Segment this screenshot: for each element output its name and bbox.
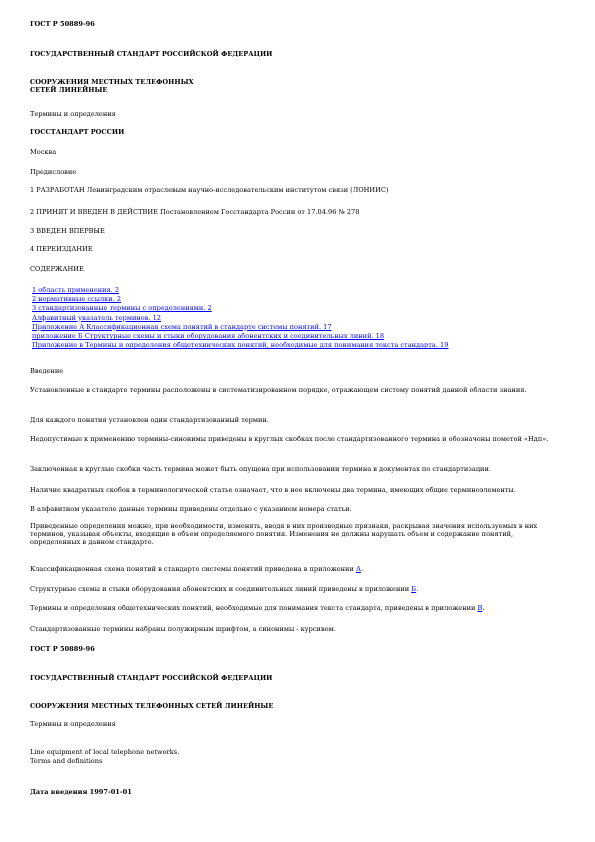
body-doc-code: ГОСТ Р 50889-96 — [30, 645, 95, 653]
preface-item-1: 1 РАЗРАБОТАН Ленинградским отраслевым научно-исследовательским институтом связи (ЛОНИИС) — [30, 186, 389, 194]
period: . — [482, 604, 485, 612]
toc-link-appendix-a[interactable]: Приложение А Классификационная схема понятий в стандарте системы понятий. 17 — [32, 322, 332, 331]
appendix-c-link[interactable]: В — [477, 604, 483, 612]
toc-link-terms[interactable]: 3 стандартизованные термины с определениями. 2 — [32, 304, 212, 313]
intro-paragraph-9 — [30, 585, 418, 593]
publisher: ГОССТАНДАРТ РОССИИ — [30, 128, 125, 136]
doc-subtitle: Термины и определения — [30, 110, 116, 118]
table-of-contents — [32, 286, 448, 350]
intro-paragraph-8 — [30, 565, 363, 573]
preface-item-2: 2 ПРИНЯТ И ВВЕДЕН В ДЕЙСТВИЕ Постановлением Госстандарта России от 17.04.96 № 278 — [30, 208, 360, 216]
appendix-b-link[interactable]: Б — [411, 585, 417, 593]
toc-link-normative-references[interactable]: 2 нормативные ссылки. 2 — [32, 295, 122, 304]
intro-paragraph-10 — [30, 604, 484, 612]
intro-paragraph-10-text: Термины и определения общетехнических понятий, необходимые для понимания текста стандарта, приведены в приложении — [30, 604, 478, 612]
english-title-line2: Terms and definitions — [30, 757, 103, 765]
intro-paragraph-11: Стандартизованные термины набраны полужирным шрифтом, а синонимы - курсивом. — [30, 625, 336, 633]
preface-heading: Предисловие — [30, 168, 77, 176]
standard-title: ГОСУДАРСТВЕННЫЙ СТАНДАРТ РОССИЙСКОЙ ФЕДЕРАЦИИ — [30, 50, 273, 58]
contents-heading: СОДЕРЖАНИЕ — [30, 265, 84, 273]
introduction-heading: Введение — [30, 367, 64, 375]
doc-title-line1: СООРУЖЕНИЯ МЕСТНЫХ ТЕЛЕФОННЫХ — [30, 78, 194, 86]
toc-link-alphabetical-index[interactable]: Алфавитный указатель терминов. 12 — [32, 313, 161, 322]
preface-item-4: 4 ПЕРЕИЗДАНИЕ — [30, 245, 93, 253]
body-doc-title: СООРУЖЕНИЯ МЕСТНЫХ ТЕЛЕФОННЫХ СЕТЕЙ ЛИНЕЙНЫЕ — [30, 702, 274, 710]
intro-paragraph-2: Для каждого понятия установлен один стандартизованный термин. — [30, 416, 269, 424]
city: Москва — [30, 148, 57, 156]
toc-link-appendix-b[interactable]: приложение Б Структурные схемы и стыки оборудования абонентских и соединительных линий. 18 — [32, 332, 385, 341]
doc-title-line2: СЕТЕЙ ЛИНЕЙНЫЕ — [30, 86, 108, 94]
toc-link-scope[interactable]: 1 область применения. 2 — [32, 286, 120, 294]
effective-date: Дата введения 1997-01-01 — [30, 788, 132, 796]
period: . — [360, 565, 364, 573]
appendix-a-link[interactable]: А — [355, 565, 361, 573]
intro-paragraph-8-text: Классификационная схема понятий в стандарте системы понятий приведена в приложении — [30, 565, 356, 573]
doc-code: ГОСТ Р 50889-96 — [30, 20, 95, 28]
intro-paragraph-1: Установленные в стандарте термины расположены в систематизированном порядке, отражающем систему понятий данной области знания. — [30, 386, 527, 394]
intro-paragraph-4: Заключенная в круглые скобки часть термина может быть опущена при использовании термина в документах по стандартизации. — [30, 465, 491, 473]
preface-item-3: 3 ВВЕДЕН ВПЕРВЫЕ — [30, 227, 105, 235]
intro-paragraph-5: Наличие квадратных скобок в терминологической статье означает, что в нее включены два термина, имеющих общие терминоэлементы. — [30, 486, 516, 494]
intro-paragraph-9-text: Структурные схемы и стыки оборудования абонентских и соединительных линий приведены в приложении — [30, 585, 412, 593]
period: . — [416, 585, 419, 593]
intro-paragraph-7: Приведенные определения можно, при необходимости, изменять, вводя в них производные признаки, раскрывая значения используемых в них терминов, указывая объекты, входящие в объем определяемого понятия. Изменения не должны нарушать объем и содержание понятий, определенных в данном стандарте. — [30, 522, 538, 546]
intro-paragraph-3: Недопустимые к применению термины-синонимы приведены в круглых скобках после стандартизованного термина и обозначены пометой «Ндп». — [30, 435, 549, 443]
body-standard-title: ГОСУДАРСТВЕННЫЙ СТАНДАРТ РОССИЙСКОЙ ФЕДЕРАЦИИ — [30, 674, 273, 682]
body-subtitle: Термины и определения — [30, 720, 116, 728]
english-title-line1: Line equipment of local telephone networks. — [30, 748, 180, 756]
toc-link-appendix-c[interactable]: Приложение в Термины и определения общетехнических понятий, необходимые для понимания текста стандарта. 19 — [32, 341, 449, 350]
intro-paragraph-6: В алфавитном указателе данные термины приведены отдельно с указанием номера статьи. — [30, 505, 352, 513]
